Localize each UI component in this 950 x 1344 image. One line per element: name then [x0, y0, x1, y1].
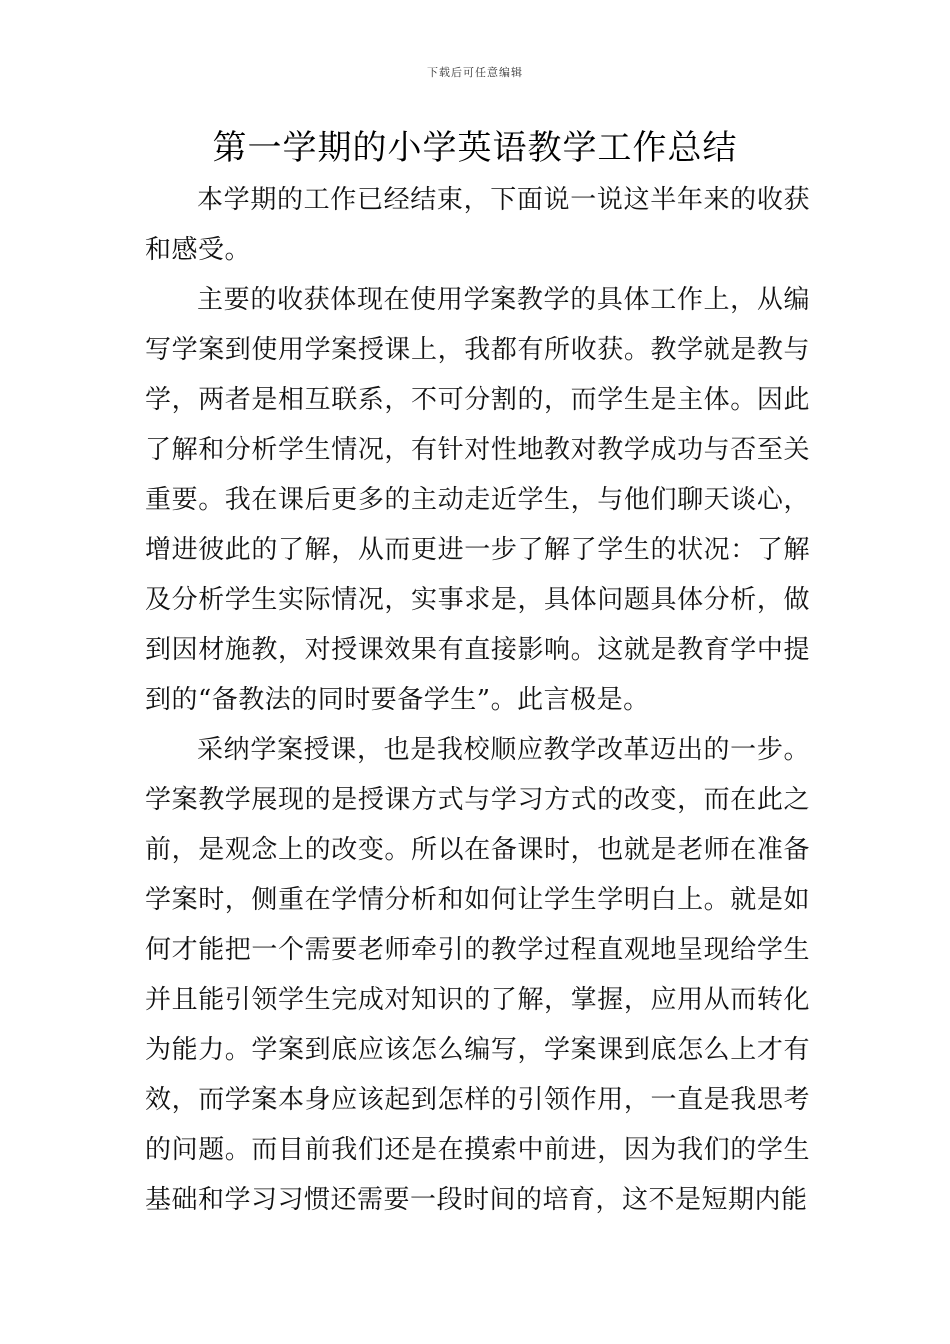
paragraph-1: 本学期的工作已经结束，下面说一说这半年来的收获和感受。 [145, 185, 810, 265]
paragraph-3: 采纳学案授课，也是我校顺应教学改革迈出的一步。学案教学展现的是授课方式与学习方式的改变，而在此之前，是观念上的改变。所以在备课时，也就是老师在准备学案时，侧重在学情分析和如何让学生学明白上。就是如何才能把一个需要老师牵引的教学过程直观地呈现给学生并且能引领学生完成对知识的了解，掌握，应用从而转化为能力。学案到底应该怎么编写，学案课到底怎么上才有效，而学案本身应该起到怎样的引领作用，一直是我思考的问题。而目前我们还是在摸索中前进，因为我们的学生基础和学习习惯还需要一段时间的培育，这不是短期内能 [145, 735, 810, 1215]
paragraph-2: 主要的收获体现在使用学案教学的具体工作上，从编写学案到使用学案授课上，我都有所收获。教学就是教与学，两者是相互联系，不可分割的，而学生是主体。因此了解和分析学生情况，有针对性地教对教学成功与否至关重要。我在课后更多的主动走近学生，与他们聊天谈心，增进彼此的了解，从而更进一步了解了学生的状况：了解及分析学生实际情况，实事求是，具体问题具体分析，做到因材施教，对授课效果有直接影响。这就是教育学中提到的“备教法的同时要备学生”。此言极是。 [145, 285, 810, 715]
header-note: 下载后可任意编辑 [427, 66, 523, 79]
document-body [145, 175, 810, 1225]
document-title: 第一学期的小学英语教学工作总结 [212, 128, 738, 168]
